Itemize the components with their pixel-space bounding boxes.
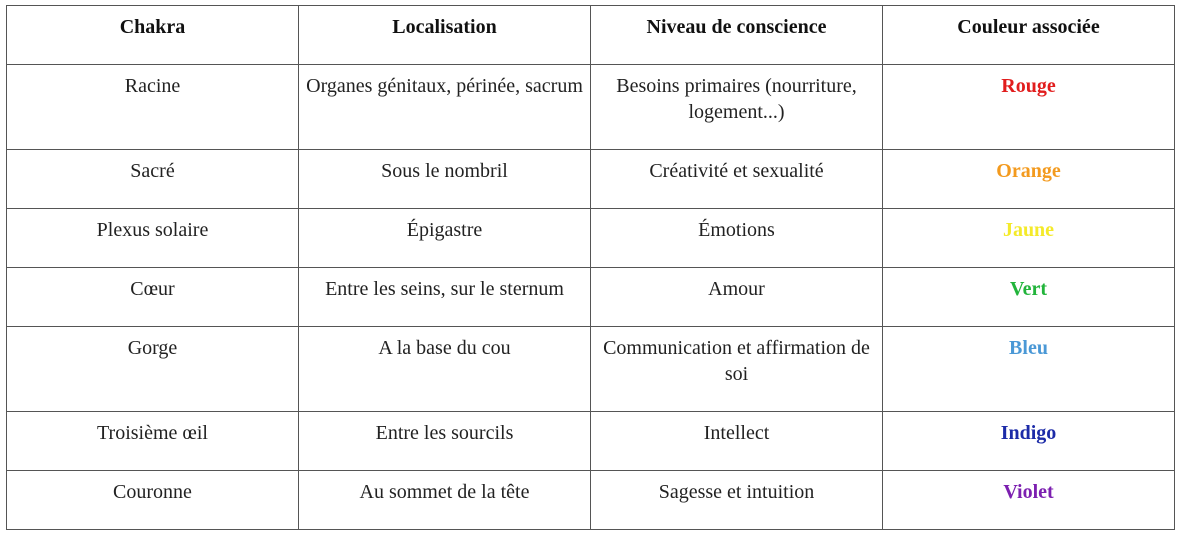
- chakra-cell: Troisième œil: [7, 412, 299, 471]
- niveau-cell: Créativité et sexualité: [591, 150, 883, 209]
- localisation-cell: Épigastre: [299, 209, 591, 268]
- niveau-cell: Besoins primaires (nourriture, logement...): [591, 65, 883, 150]
- localisation-cell: Sous le nombril: [299, 150, 591, 209]
- table-row: [7, 268, 1175, 327]
- chakra-cell: Couronne: [7, 471, 299, 530]
- table-row: [7, 471, 1175, 530]
- couleur-cell: Indigo: [883, 412, 1175, 471]
- header-chakra: Chakra: [7, 6, 299, 65]
- header-couleur-associee: Couleur associée: [883, 6, 1175, 65]
- chakra-cell: Gorge: [7, 327, 299, 412]
- chakra-cell: Cœur: [7, 268, 299, 327]
- couleur-cell: Vert: [883, 268, 1175, 327]
- table-row: [7, 65, 1175, 150]
- couleur-cell: Violet: [883, 471, 1175, 530]
- couleur-cell: Orange: [883, 150, 1175, 209]
- niveau-cell: Sagesse et intuition: [591, 471, 883, 530]
- localisation-cell: Entre les seins, sur le sternum: [299, 268, 591, 327]
- table-row: [7, 150, 1175, 209]
- localisation-cell: Organes génitaux, périnée, sacrum: [299, 65, 591, 150]
- localisation-cell: A la base du cou: [299, 327, 591, 412]
- header-row: [7, 6, 1175, 65]
- table-row: [7, 412, 1175, 471]
- couleur-cell: Rouge: [883, 65, 1175, 150]
- table-row: [7, 327, 1175, 412]
- localisation-cell: Entre les sourcils: [299, 412, 591, 471]
- localisation-cell: Au sommet de la tête: [299, 471, 591, 530]
- niveau-cell: Émotions: [591, 209, 883, 268]
- couleur-cell: Bleu: [883, 327, 1175, 412]
- niveau-cell: Intellect: [591, 412, 883, 471]
- niveau-cell: Amour: [591, 268, 883, 327]
- header-niveau-de-conscience: Niveau de conscience: [591, 6, 883, 65]
- couleur-cell: Jaune: [883, 209, 1175, 268]
- chakra-cell: Racine: [7, 65, 299, 150]
- header-localisation: Localisation: [299, 6, 591, 65]
- table-row: [7, 209, 1175, 268]
- chakra-table: [6, 5, 1175, 530]
- niveau-cell: Communication et affirmation de soi: [591, 327, 883, 412]
- chakra-cell: Plexus solaire: [7, 209, 299, 268]
- chakra-cell: Sacré: [7, 150, 299, 209]
